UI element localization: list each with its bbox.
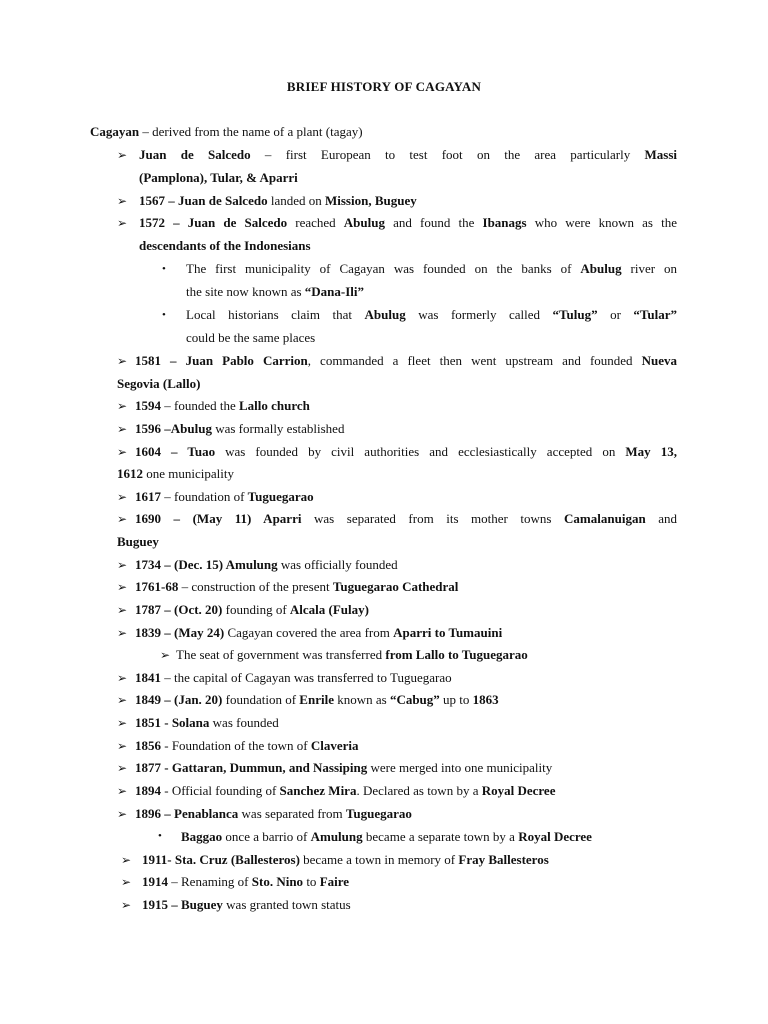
list-item: 1915 – Buguey was granted town status xyxy=(142,897,351,912)
arrow-bullet-icon: ➢ xyxy=(117,399,128,413)
intro-text: – derived from the name of a plant (tagay) xyxy=(139,124,363,139)
arrow-bullet-icon: ➢ xyxy=(117,490,128,504)
arrow-bullet-icon: ➢ xyxy=(117,671,128,685)
list-item-continuation: Segovia (Lallo) xyxy=(117,376,201,391)
list-item: 1849 – (Jan. 20) foundation of Enrile known as “Cabug” up to 1863 xyxy=(135,692,499,707)
sub-list-item: Baggao once a barrio of Amulung became a separate town by a Royal Decree xyxy=(181,829,592,844)
sub-list-item-continuation: could be the same places xyxy=(186,330,316,345)
sub-list-item: The first municipality of Cagayan was founded on the banks of Abulug river on xyxy=(186,261,677,276)
list-item: 1877 - Gattaran, Dummun, and Nassiping were merged into one municipality xyxy=(135,760,553,775)
arrow-bullet-icon: ➢ xyxy=(117,558,128,572)
page-title: BRIEF HISTORY OF CAGAYAN xyxy=(286,79,482,94)
sub-list-item-continuation: the site now known as “Dana-Ili” xyxy=(186,284,365,299)
intro-term: Cagayan xyxy=(90,124,140,139)
arrow-bullet-icon: ➢ xyxy=(117,512,128,526)
list-item: 1596 –Abulug was formally established xyxy=(135,421,345,436)
list-item-continuation: (Pamplona), Tular, & Aparri xyxy=(139,170,298,185)
list-item: 1896 – Penablanca was separated from Tuguegarao xyxy=(135,806,412,821)
arrow-bullet-icon: ➢ xyxy=(117,216,128,230)
list-item: 1734 – (Dec. 15) Amulung was officially founded xyxy=(135,557,398,572)
arrow-bullet-icon: ➢ xyxy=(117,784,128,798)
round-bullet-icon: • xyxy=(162,263,166,275)
list-item: 1894 - Official founding of Sanchez Mira. Declared as town by a Royal Decree xyxy=(135,783,556,798)
arrow-bullet-icon: ➢ xyxy=(117,716,128,730)
arrow-bullet-icon: ➢ xyxy=(117,422,128,436)
arrow-bullet-icon: ➢ xyxy=(121,898,132,912)
arrow-bullet-icon: ➢ xyxy=(117,354,128,368)
list-item: Juan de Salcedo – first European to test foot on the area particularly Massi xyxy=(139,147,678,162)
arrow-bullet-icon: ➢ xyxy=(117,693,128,707)
list-item: 1851 - Solana was founded xyxy=(135,715,279,730)
intro-line xyxy=(90,124,363,140)
arrow-bullet-icon: ➢ xyxy=(117,807,128,821)
list-item: 1690 – (May 11) Aparri was separated from its mother towns Camalanuigan and xyxy=(135,511,678,526)
arrow-bullet-icon: ➢ xyxy=(117,739,128,753)
list-item: 1567 – Juan de Salcedo landed on Mission, Buguey xyxy=(139,193,417,208)
list-item-continuation: descendants of the Indonesians xyxy=(139,238,311,253)
sub-list-item: Local historians claim that Abulug was formerly called “Tulug” or “Tular” xyxy=(186,307,678,322)
arrow-bullet-icon: ➢ xyxy=(121,853,132,867)
arrow-bullet-icon: ➢ xyxy=(117,603,128,617)
list-item: 1581 – Juan Pablo Carrion, commanded a fleet then went upstream and founded Nueva xyxy=(135,353,677,368)
arrow-bullet-icon: ➢ xyxy=(117,626,128,640)
list-item-continuation: 1612 one municipality xyxy=(117,466,234,481)
list-item: 1841 – the capital of Cagayan was transferred to Tuguegarao xyxy=(135,670,452,685)
list-item: 1914 – Renaming of Sto. Nino to Faire xyxy=(142,874,350,889)
list-item: 1594 – founded the Lallo church xyxy=(135,398,310,413)
list-item: 1604 – Tuao was founded by civil authorities and ecclesiastically accepted on May 13, xyxy=(135,444,677,459)
list-item: 1787 – (Oct. 20) founding of Alcala (Fulay) xyxy=(135,602,369,617)
arrow-bullet-icon: ➢ xyxy=(117,445,128,459)
list-item: 1911- Sta. Cruz (Ballesteros) became a town in memory of Fray Ballesteros xyxy=(142,852,549,867)
arrow-bullet-icon: ➢ xyxy=(117,580,128,594)
arrow-bullet-icon: ➢ xyxy=(121,875,132,889)
round-bullet-icon: • xyxy=(158,830,162,842)
arrow-bullet-icon: ➢ xyxy=(117,148,128,162)
list-item: 1617 – foundation of Tuguegarao xyxy=(135,489,314,504)
list-item-continuation: Buguey xyxy=(117,534,159,549)
list-item: 1839 – (May 24) Cagayan covered the area from Aparri to Tumauini xyxy=(135,625,503,640)
list-item: 1572 – Juan de Salcedo reached Abulug and found the Ibanags who were known as the xyxy=(139,215,677,230)
list-item: 1761-68 – construction of the present Tuguegarao Cathedral xyxy=(135,579,459,594)
arrow-bullet-icon: ➢ xyxy=(117,194,128,208)
arrow-bullet-icon: ➢ xyxy=(160,648,171,662)
round-bullet-icon: • xyxy=(162,309,166,321)
sub-list-item: The seat of government was transferred from Lallo to Tuguegarao xyxy=(176,647,528,662)
arrow-bullet-icon: ➢ xyxy=(117,761,128,775)
list-item: 1856 - Foundation of the town of Claveria xyxy=(135,738,359,753)
